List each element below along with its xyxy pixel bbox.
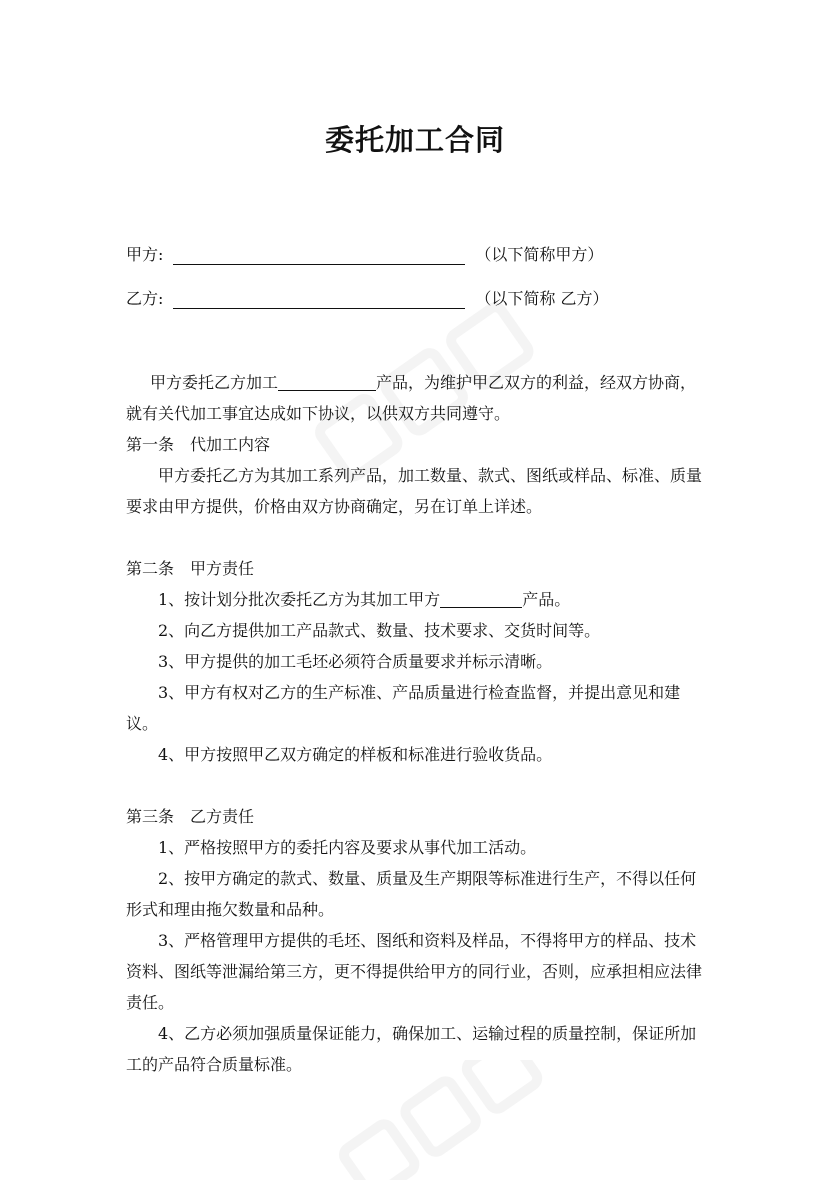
article2-item1-after: 产品。 bbox=[522, 590, 571, 609]
intro-product-blank[interactable] bbox=[278, 372, 376, 391]
article3-item2: 2、按甲方确定的款式、数量、质量及生产期限等标准进行生产，不得以任何形式和理由拖欠数量和品种。 bbox=[126, 869, 697, 919]
intro-paragraph bbox=[126, 367, 708, 429]
contract-body bbox=[126, 367, 708, 1080]
document-title: 委托加工合同 bbox=[324, 123, 505, 157]
party-a-suffix: （以下简称甲方） bbox=[475, 245, 604, 264]
spacer bbox=[126, 522, 708, 553]
party-b-line bbox=[126, 286, 609, 309]
article2-item2: 2、向乙方提供加工产品款式、数量、技术要求、交货时间等。 bbox=[158, 621, 601, 640]
article2-item1-before: 1、按计划分批次委托乙方为其加工甲方 bbox=[158, 590, 441, 609]
article3-item4: 4、乙方必须加强质量保证能力，确保加工、运输过程的质量控制，保证所加工的产品符合质量标准。 bbox=[126, 1024, 697, 1074]
spacer bbox=[126, 770, 708, 801]
party-b-blank[interactable] bbox=[173, 290, 465, 309]
intro-after-blank: 产品，为维护甲乙双方的利益，经双方协商，就有关代加工事宜达成如下协议，以供双方共同遵守。 bbox=[126, 373, 697, 423]
article1-text: 甲方委托乙方为其加工系列产品，加工数量、款式、图纸或样品、标准、质量要求由甲方提供，价格由双方协商确定，另在订单上详述。 bbox=[126, 466, 703, 516]
article3-item3: 3、严格管理甲方提供的毛坯、图纸和资料及样品，不得将甲方的样品、技术资料、图纸等泄漏给第三方，更不得提供给甲方的同行业，否则，应承担相应法律责任。 bbox=[126, 931, 703, 1012]
party-b-label: 乙方: bbox=[126, 289, 164, 308]
party-a-line bbox=[126, 242, 603, 265]
article2-item5: 4、甲方按照甲乙双方确定的样板和标准进行验收货品。 bbox=[158, 745, 553, 764]
party-a-label: 甲方: bbox=[126, 245, 164, 264]
article2-item3: 3、甲方提供的加工毛坯必须符合质量要求并标示清晰。 bbox=[158, 652, 553, 671]
article2-product-blank[interactable] bbox=[440, 589, 522, 608]
article3-heading: 第三条 乙方责任 bbox=[126, 807, 255, 826]
party-a-blank[interactable] bbox=[173, 246, 465, 265]
article2-item1 bbox=[126, 584, 708, 615]
article3-item1: 1、严格按照甲方的委托内容及要求从事代加工活动。 bbox=[158, 838, 537, 857]
intro-before-blank: 甲方委托乙方加工 bbox=[150, 373, 279, 392]
party-b-suffix: （以下简称 乙方） bbox=[475, 289, 609, 308]
article2-heading: 第二条 甲方责任 bbox=[126, 559, 255, 578]
article1-heading: 第一条 代加工内容 bbox=[126, 435, 271, 454]
article2-item4: 3、甲方有权对乙方的生产标准、产品质量进行检查监督，并提出意见和建议。 bbox=[126, 683, 681, 733]
